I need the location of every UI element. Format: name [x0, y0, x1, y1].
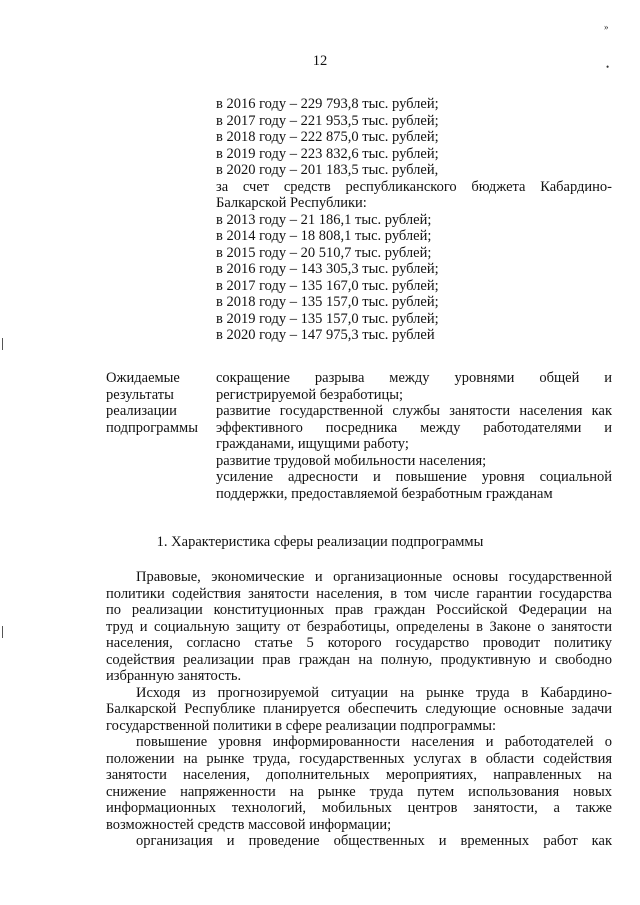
expected-results-label: Ожидаемые результаты реализации подпрограммы [106, 370, 198, 436]
body-line: занятости населения, дополнительных мероприятиях, направленных на [106, 767, 612, 783]
result-line: сокращение разрыва между уровнями общей и [216, 370, 612, 386]
amount-line: в 2016 году – 143 305,3 тыс. рублей; [216, 261, 439, 277]
stray-mark: » [604, 22, 609, 32]
funding-amounts [216, 96, 612, 344]
body-line: государственной политики в сфере реализации подпрограммы: [106, 717, 497, 734]
amount-line: в 2015 году – 20 510,7 тыс. рублей; [216, 244, 432, 261]
body-text [106, 569, 612, 850]
amount-line: в 2013 году – 21 186,1 тыс. рублей; [216, 211, 432, 228]
amount-line: в 2016 году – 229 793,8 тыс. рублей; [216, 96, 439, 112]
body-line: снижение напряженности на рынке труда путем использования новых [106, 783, 612, 800]
body-line: труд и социальную защиту от безработицы, определены в Законе о занятости [106, 618, 612, 635]
amount-line: в 2020 году – 201 183,5 тыс. рублей, [216, 162, 439, 178]
amount-line: в 2018 году – 222 875,0 тыс. рублей; [216, 129, 439, 145]
body-line: Исходя из прогнозируемой ситуации на рынке труда в Кабардино- [136, 684, 612, 701]
body-line: информационных технологий, мобильных центров занятости, а также [106, 800, 612, 816]
result-line: регистрируемой безработицы; [216, 386, 403, 403]
republic-budget-intro: Балкарской Республики: [216, 195, 367, 211]
section-title: 1. Характеристика сферы реализации подпрограммы [156, 534, 484, 550]
body-line: по реализации конституционных прав граждан Российской Федерации на [106, 602, 612, 618]
scan-edge-mark [2, 626, 3, 638]
result-line: развитие государственной службы занятости населения как [216, 403, 612, 419]
amount-line: в 2018 году – 135 157,0 тыс. рублей; [216, 294, 439, 310]
result-line: эффективного посредника между работодателями и [216, 419, 612, 436]
body-line: повышение уровня информированности населения и работодателей о [136, 734, 612, 750]
result-line: поддержки, предоставляемой безработным гражданам [216, 485, 553, 502]
body-line: положении на рынке труда, государственных услугах в области содействия [106, 750, 612, 767]
expected-results-list [216, 370, 612, 502]
result-line: развитие трудовой мобильности населения; [216, 452, 487, 469]
republic-budget-intro: за счет средств республиканского бюджета Кабардино- [216, 178, 612, 195]
body-line: избранную занятость. [106, 668, 242, 684]
body-line: организация и проведение общественных и временных работ как [136, 833, 612, 849]
result-line: усиление адресности и повышение уровня социальной [216, 469, 612, 485]
scan-edge-mark [2, 338, 3, 350]
amount-line: в 2019 году – 135 157,0 тыс. рублей; [216, 310, 439, 327]
amount-line: в 2020 году – 147 975,3 тыс. рублей [216, 327, 435, 343]
result-line: гражданами, ищущими работу; [216, 436, 409, 452]
amount-line: в 2014 году – 18 808,1 тыс. рублей; [216, 228, 432, 244]
body-line: Правовые, экономические и организационные основы государственной [136, 569, 612, 585]
body-line: населения, согласно статье 5 которого государство проводит политику [106, 635, 612, 651]
body-line: политики содействия занятости населения, в том числе гарантии государства [106, 585, 612, 602]
body-line: Балкарской Республике планируется обеспечить следующие основные задачи [106, 701, 612, 717]
amount-line: в 2019 году – 223 832,6 тыс. рублей; [216, 145, 439, 162]
body-line: содействия реализации прав граждан на полную, продуктивную и свободно [106, 651, 612, 668]
amount-line: в 2017 году – 221 953,5 тыс. рублей; [216, 112, 439, 129]
amount-line: в 2017 году – 135 167,0 тыс. рублей; [216, 277, 439, 294]
page-number: 12 [312, 53, 328, 69]
stray-mark: • [606, 62, 610, 72]
body-line: возможностей средств массовой информации; [106, 816, 392, 833]
